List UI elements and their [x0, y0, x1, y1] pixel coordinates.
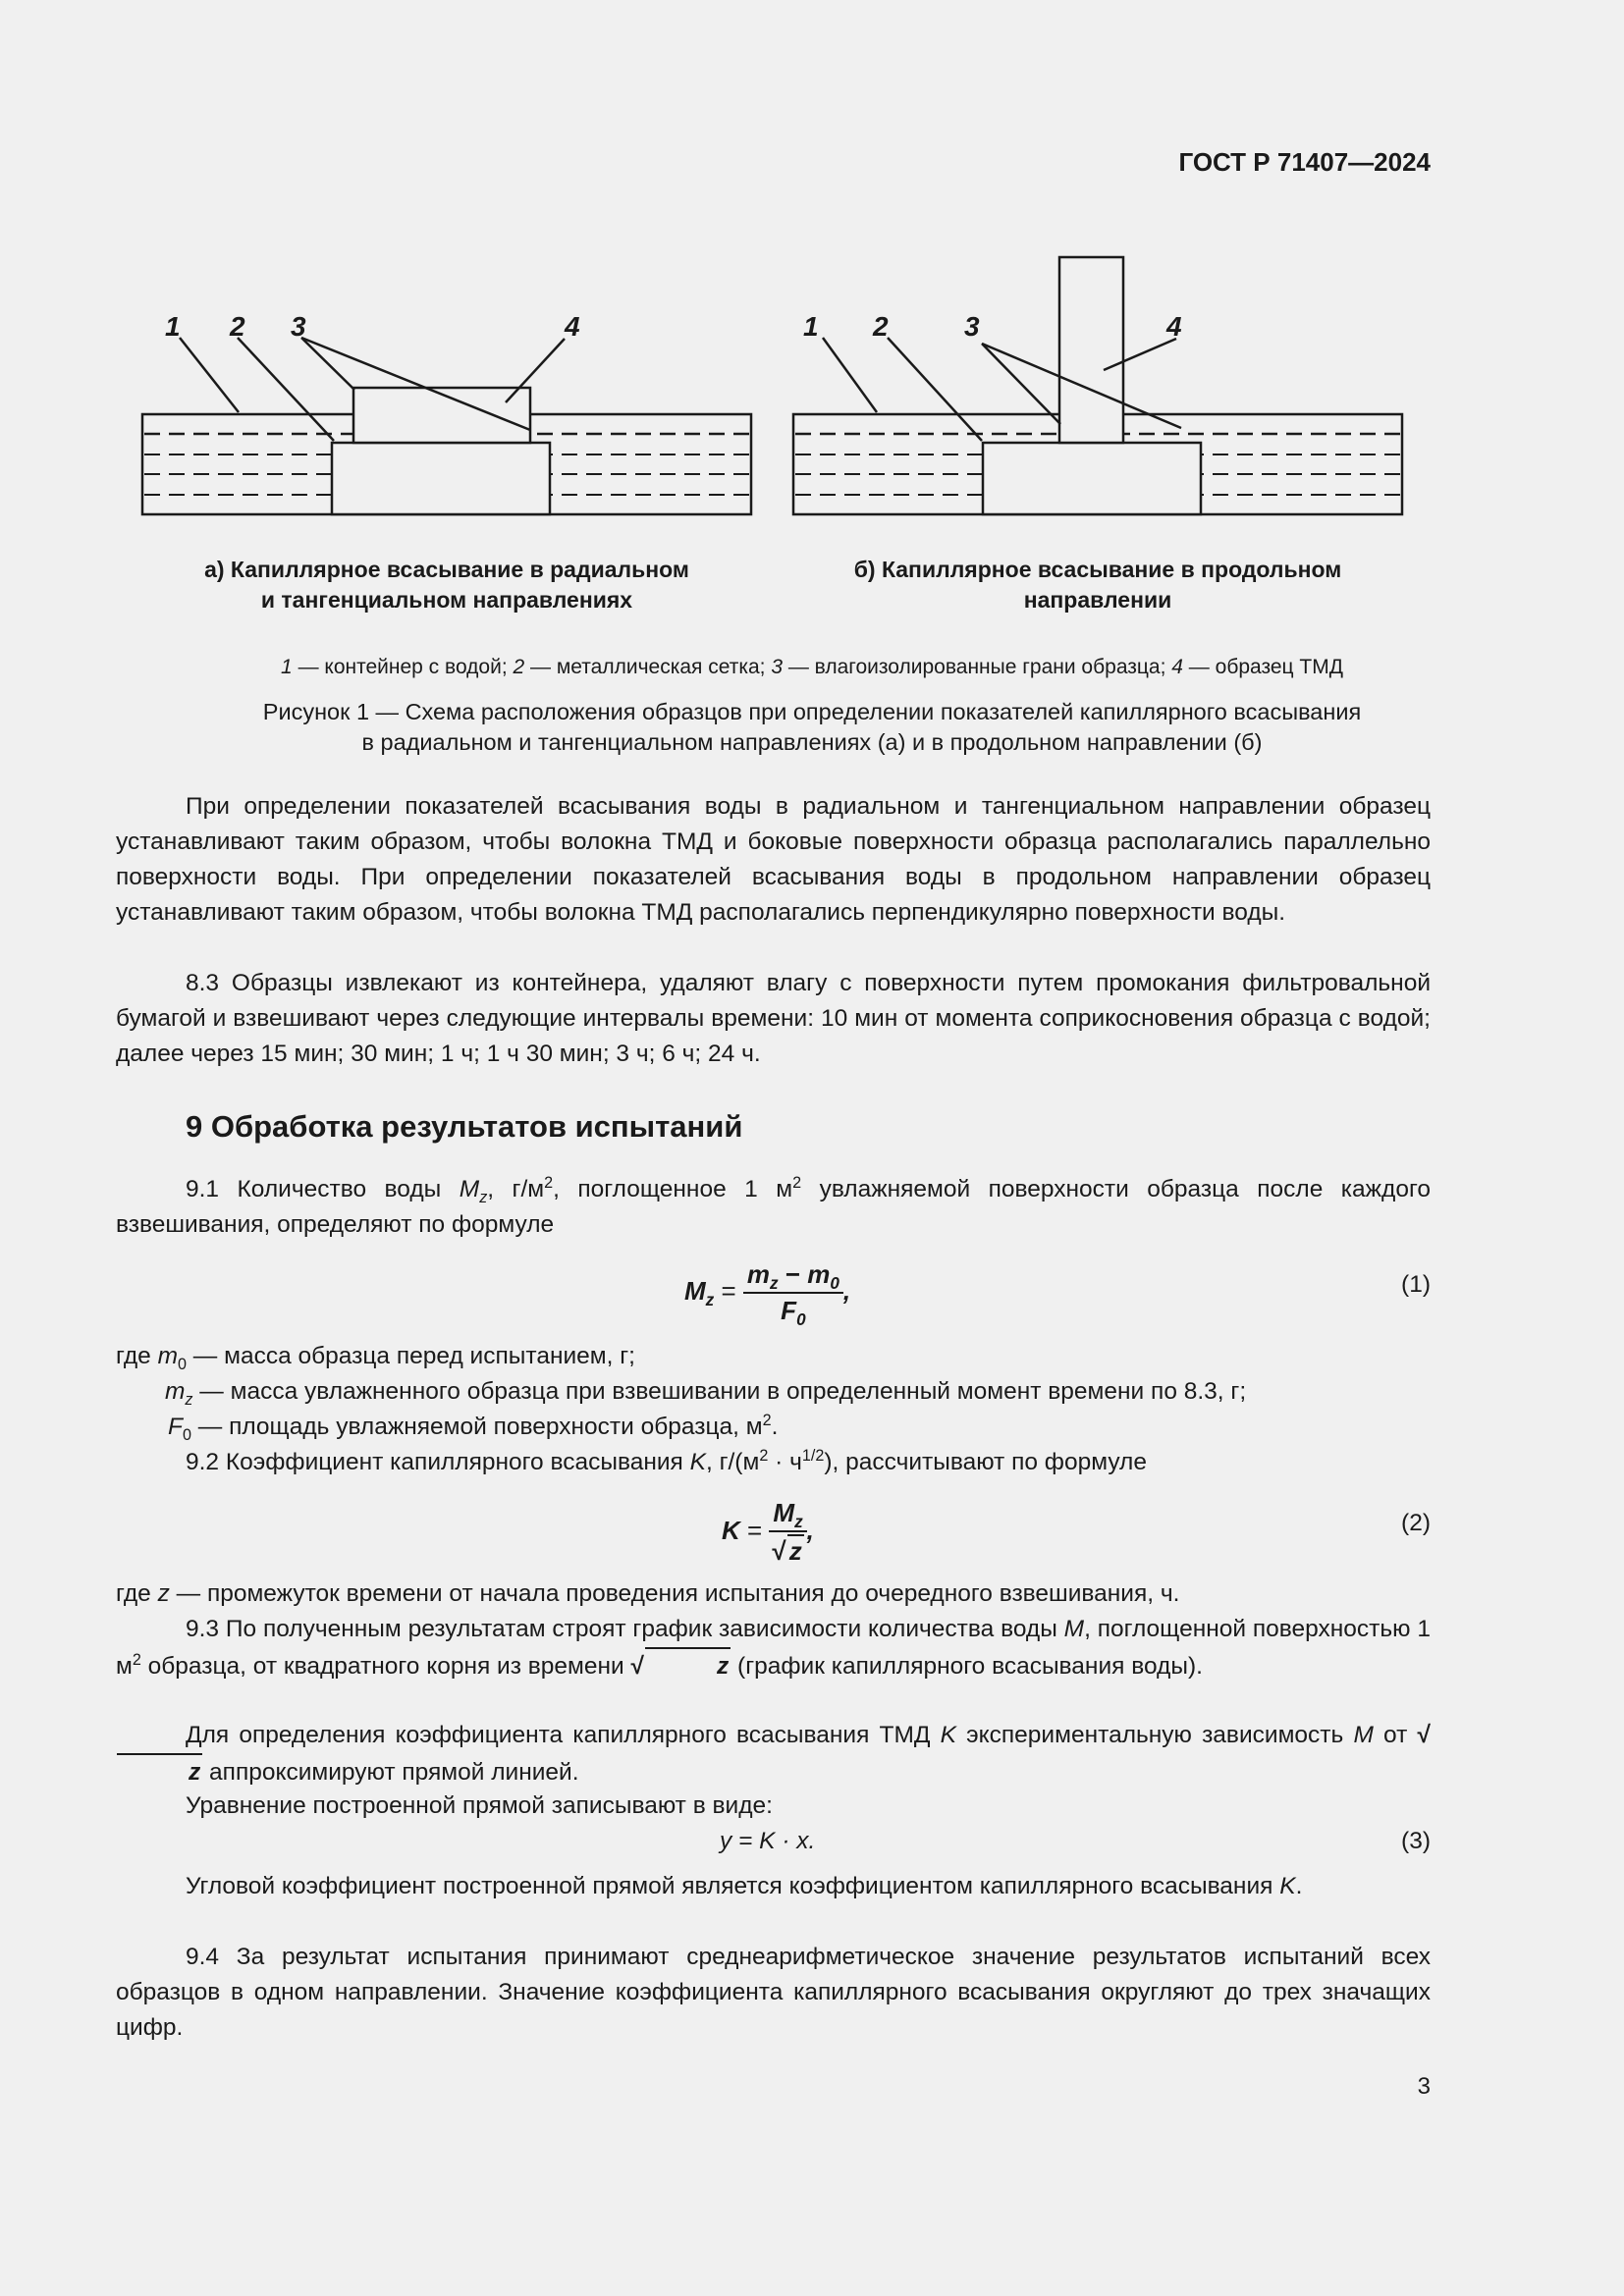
leader-4a [506, 339, 565, 402]
label-2b: 2 [873, 311, 889, 342]
label-3a: 3 [291, 311, 306, 342]
leader-2a [238, 338, 334, 441]
paragraph-8-3: 8.3 Образцы извлекают из контейнера, удаляют влагу с поверхности путем промокания фильтровальной бумагой и взвешивают через следующие интервалы времени: 10 мин от момента соприкосновения образца с водой; далее через 15 мин; 30 мин; 1 ч; 1 ч 30 мин; 3 ч; 6 ч; 24 ч. [116, 970, 1431, 1067]
mesh-a [332, 443, 550, 514]
leader-2b [888, 338, 982, 441]
leader-3a-1 [301, 338, 354, 390]
formula-3: y = K · x. [720, 1828, 816, 1854]
paragraph-9-3: 9.3 По полученным результатам строят график зависимости количества воды M, поглощенной поверхностью 1 $м^2$ образца, от квадратного корня из времени √ z (график капиллярного всасывания воды). [116, 1612, 1431, 1684]
paragraph-9-4: 9.4 За результат испытания принимают среднеарифметическое значение результатов испытаний всех образцов в одном направлении. Значение коэффициента капиллярного всасывания округляют до трех значащих цифр. [116, 1944, 1431, 2041]
figure-legend: 1 — контейнер с водой; 2 — металлическая сетка; 3 — влагоизолированные грани образца; 4 — образец ТМД [281, 656, 1343, 678]
equation-number-3: (3) [1401, 1828, 1431, 1854]
paragraph-orientation: При определении показателей всасывания воды в радиальном и тангенциальном направлении образец устанавливают таким образом, чтобы волокна ТМД и боковые поверхности образца располагались параллельно поверхности воды. При определении показателей всасывания воды в продольном направлении образец устанавливают таким образом, чтобы волокна ТМД располагались перпендикулярно поверхности воды. [116, 793, 1431, 926]
sample-b [1059, 257, 1123, 443]
figure-title: Рисунок 1 — Схема расположения образцов при определении показателей капиллярного всасывания в радиальном и тангенциальном направлениях (а) и в продольном направлении (б) [262, 699, 1362, 755]
label-4b: 4 [1166, 311, 1182, 342]
page-number: 3 [1417, 2073, 1431, 2100]
figure-1-diagram [0, 0, 1624, 550]
sqrt-icon: √ [630, 1653, 644, 1680]
paragraph-slope: Угловой коэффициент построенной прямой является коэффициентом капиллярного всасывания K. [186, 1873, 1303, 1899]
paragraph-9-3-approx: Для определения коэффициента капиллярного всасывания ТМД K экспериментальную зависимость M от √z аппроксимируют прямой линией. [116, 1718, 1431, 1790]
mesh-b [983, 443, 1201, 514]
paragraph-9-1: 9.1 Количество воды $M_z$, $г/м^2$, поглощенное 1 $м^2$ увлажняемой поверхности образца после каждого взвешивания, определяют по формуле [116, 1173, 1432, 1238]
label-1a: 1 [165, 311, 181, 342]
where-mz: $m_z$ — масса увлажненного образца при взвешивании в определенный момент времени по 8.3, г; [165, 1378, 1247, 1409]
label-4a: 4 [565, 311, 580, 342]
where-m0: где $m_0$ — масса образца перед испытанием, г; [116, 1343, 635, 1373]
label-2a: 2 [230, 311, 245, 342]
formula-1: $M_z$ = $\frac{m_z - m_0}{F_0}$ , [684, 1259, 851, 1330]
sqrt-icon: √ [1417, 1722, 1431, 1748]
fraction: $\frac{m_z - m_0}{F_0}$ [743, 1259, 843, 1326]
section-title: 9 Обработка результатов испытаний [186, 1109, 743, 1144]
label-3b: 3 [964, 311, 980, 342]
sqrt-icon: √ [772, 1536, 786, 1566]
where-f0: $F_0$ — площадь увлажняемой поверхности образца, $м^2$. [168, 1411, 779, 1444]
fraction: $\frac{M_z}{√ z}$ [769, 1498, 806, 1567]
leader-1b [823, 338, 877, 412]
sample-a [353, 388, 530, 443]
label-1b: 1 [803, 311, 819, 342]
paragraph-equation-intro: Уравнение построенной прямой записывают в виде: [186, 1792, 773, 1819]
document-code: ГОСТ Р 71407—2024 [1178, 147, 1431, 177]
caption-b: б) Капиллярное всасывание в продольном направлении [853, 557, 1342, 613]
where-z: где z — промежуток времени от начала проведения испытания до очередного взвешивания, ч. [116, 1580, 1180, 1607]
equation-number-1: (1) [1401, 1271, 1431, 1298]
formula-2: K = $\frac{M_z}{√ z}$ , [722, 1498, 814, 1566]
leader-1a [180, 338, 239, 412]
equation-number-2: (2) [1401, 1510, 1431, 1536]
paragraph-9-2: 9.2 Коэффициент капиллярного всасывания K, $г/(м^2 \cdot ч^{1/2})$, рассчитывают по формуле [186, 1446, 1147, 1475]
leader-3b-1 [982, 344, 1060, 424]
caption-a: а) Капиллярное всасывание в радиальном и тангенциальном направлениях [204, 557, 689, 613]
